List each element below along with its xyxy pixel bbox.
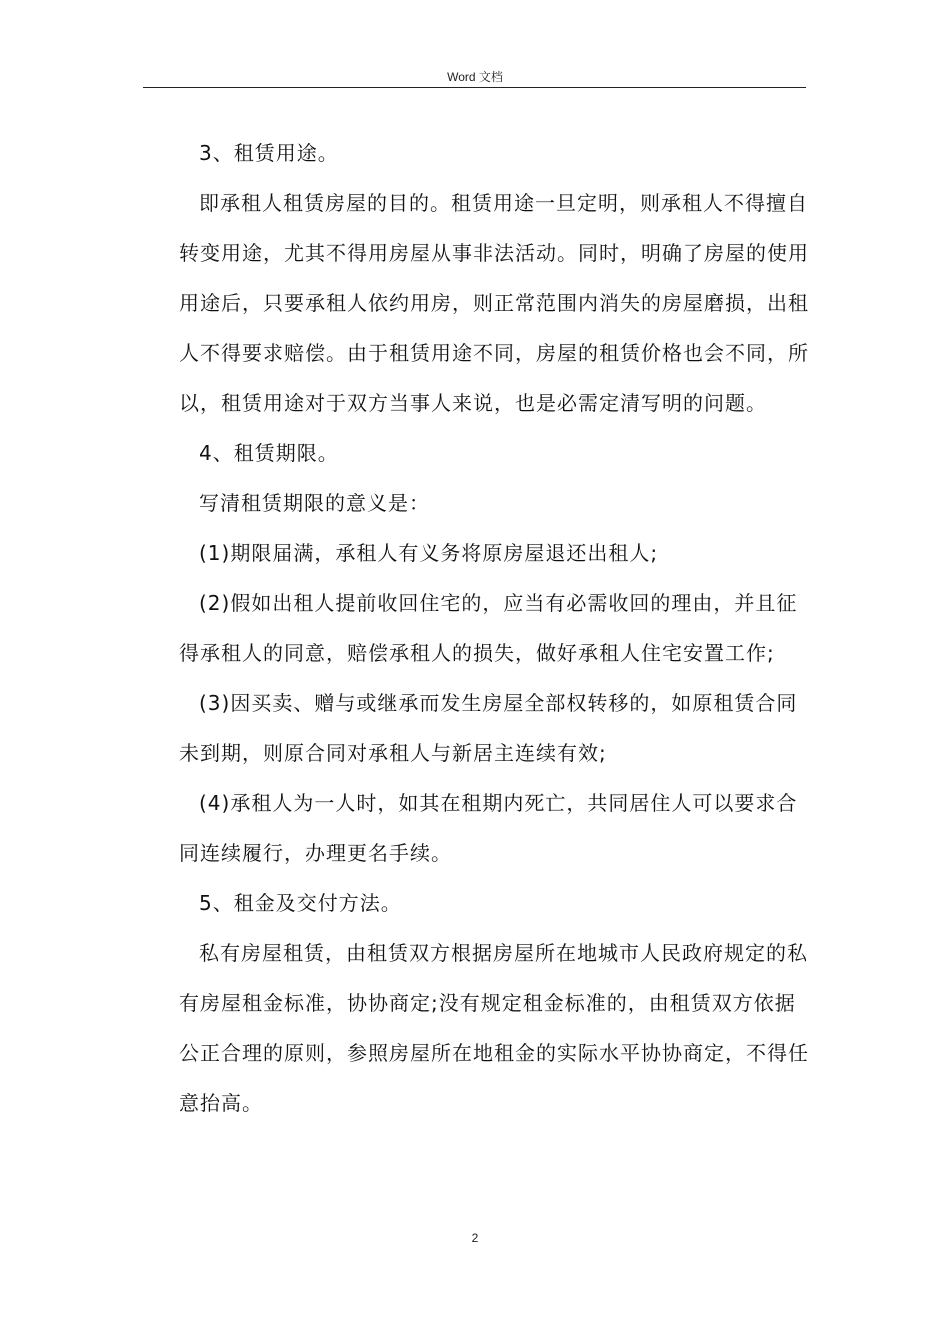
header-divider — [143, 87, 806, 88]
paragraph: 写清租赁期限的意义是： — [199, 491, 430, 515]
page-number: 2 — [471, 1231, 479, 1245]
paragraph: 3、租赁用途。 — [199, 141, 339, 165]
paragraph: (1)期限届满，承租人有义务将原房屋退还出租人; — [199, 541, 659, 565]
paragraph: 5、租金及交付方法。 — [199, 891, 402, 915]
paragraph: (4)承租人为一人时，如其在租期内死亡，共同居住人可以要求合同连续履行，办理更名手续。 — [179, 791, 798, 865]
page-header: Word 文档 — [447, 70, 503, 84]
paragraph: (3)因买卖、赠与或继承而发生房屋全部权转移的，如原租赁合同未到期，则原合同对承租人与新居主连续有效; — [179, 691, 798, 765]
paragraph: 私有房屋租赁，由租赁双方根据房屋所在地城市人民政府规定的私有房屋租金标准，协协商定;没有规定租金标准的，由租赁双方依据公正合理的原则，参照房屋所在地租金的实际水平协协商定，不得任意抬高。 — [179, 941, 809, 1115]
paragraph: 4、租赁期限。 — [199, 441, 339, 465]
paragraph: (2)假如出租人提前收回住宅的，应当有必需收回的理由，并且征得承租人的同意，赔偿承租人的损失，做好承租人住宅安置工作; — [179, 591, 798, 665]
paragraph: 即承租人租赁房屋的目的。租赁用途一旦定明，则承租人不得擅自转变用途，尤其不得用房屋从事非法活动。同时，明确了房屋的使用用途后，只要承租人依约用房，则正常范围内消失的房屋磨损，出租人不得要求赔偿。由于租赁用途不同，房屋的租赁价格也会不同，所以，租赁用途对于双方当事人来说，也是必需定清写明的问题。 — [179, 191, 809, 415]
document-body — [179, 128, 811, 1128]
